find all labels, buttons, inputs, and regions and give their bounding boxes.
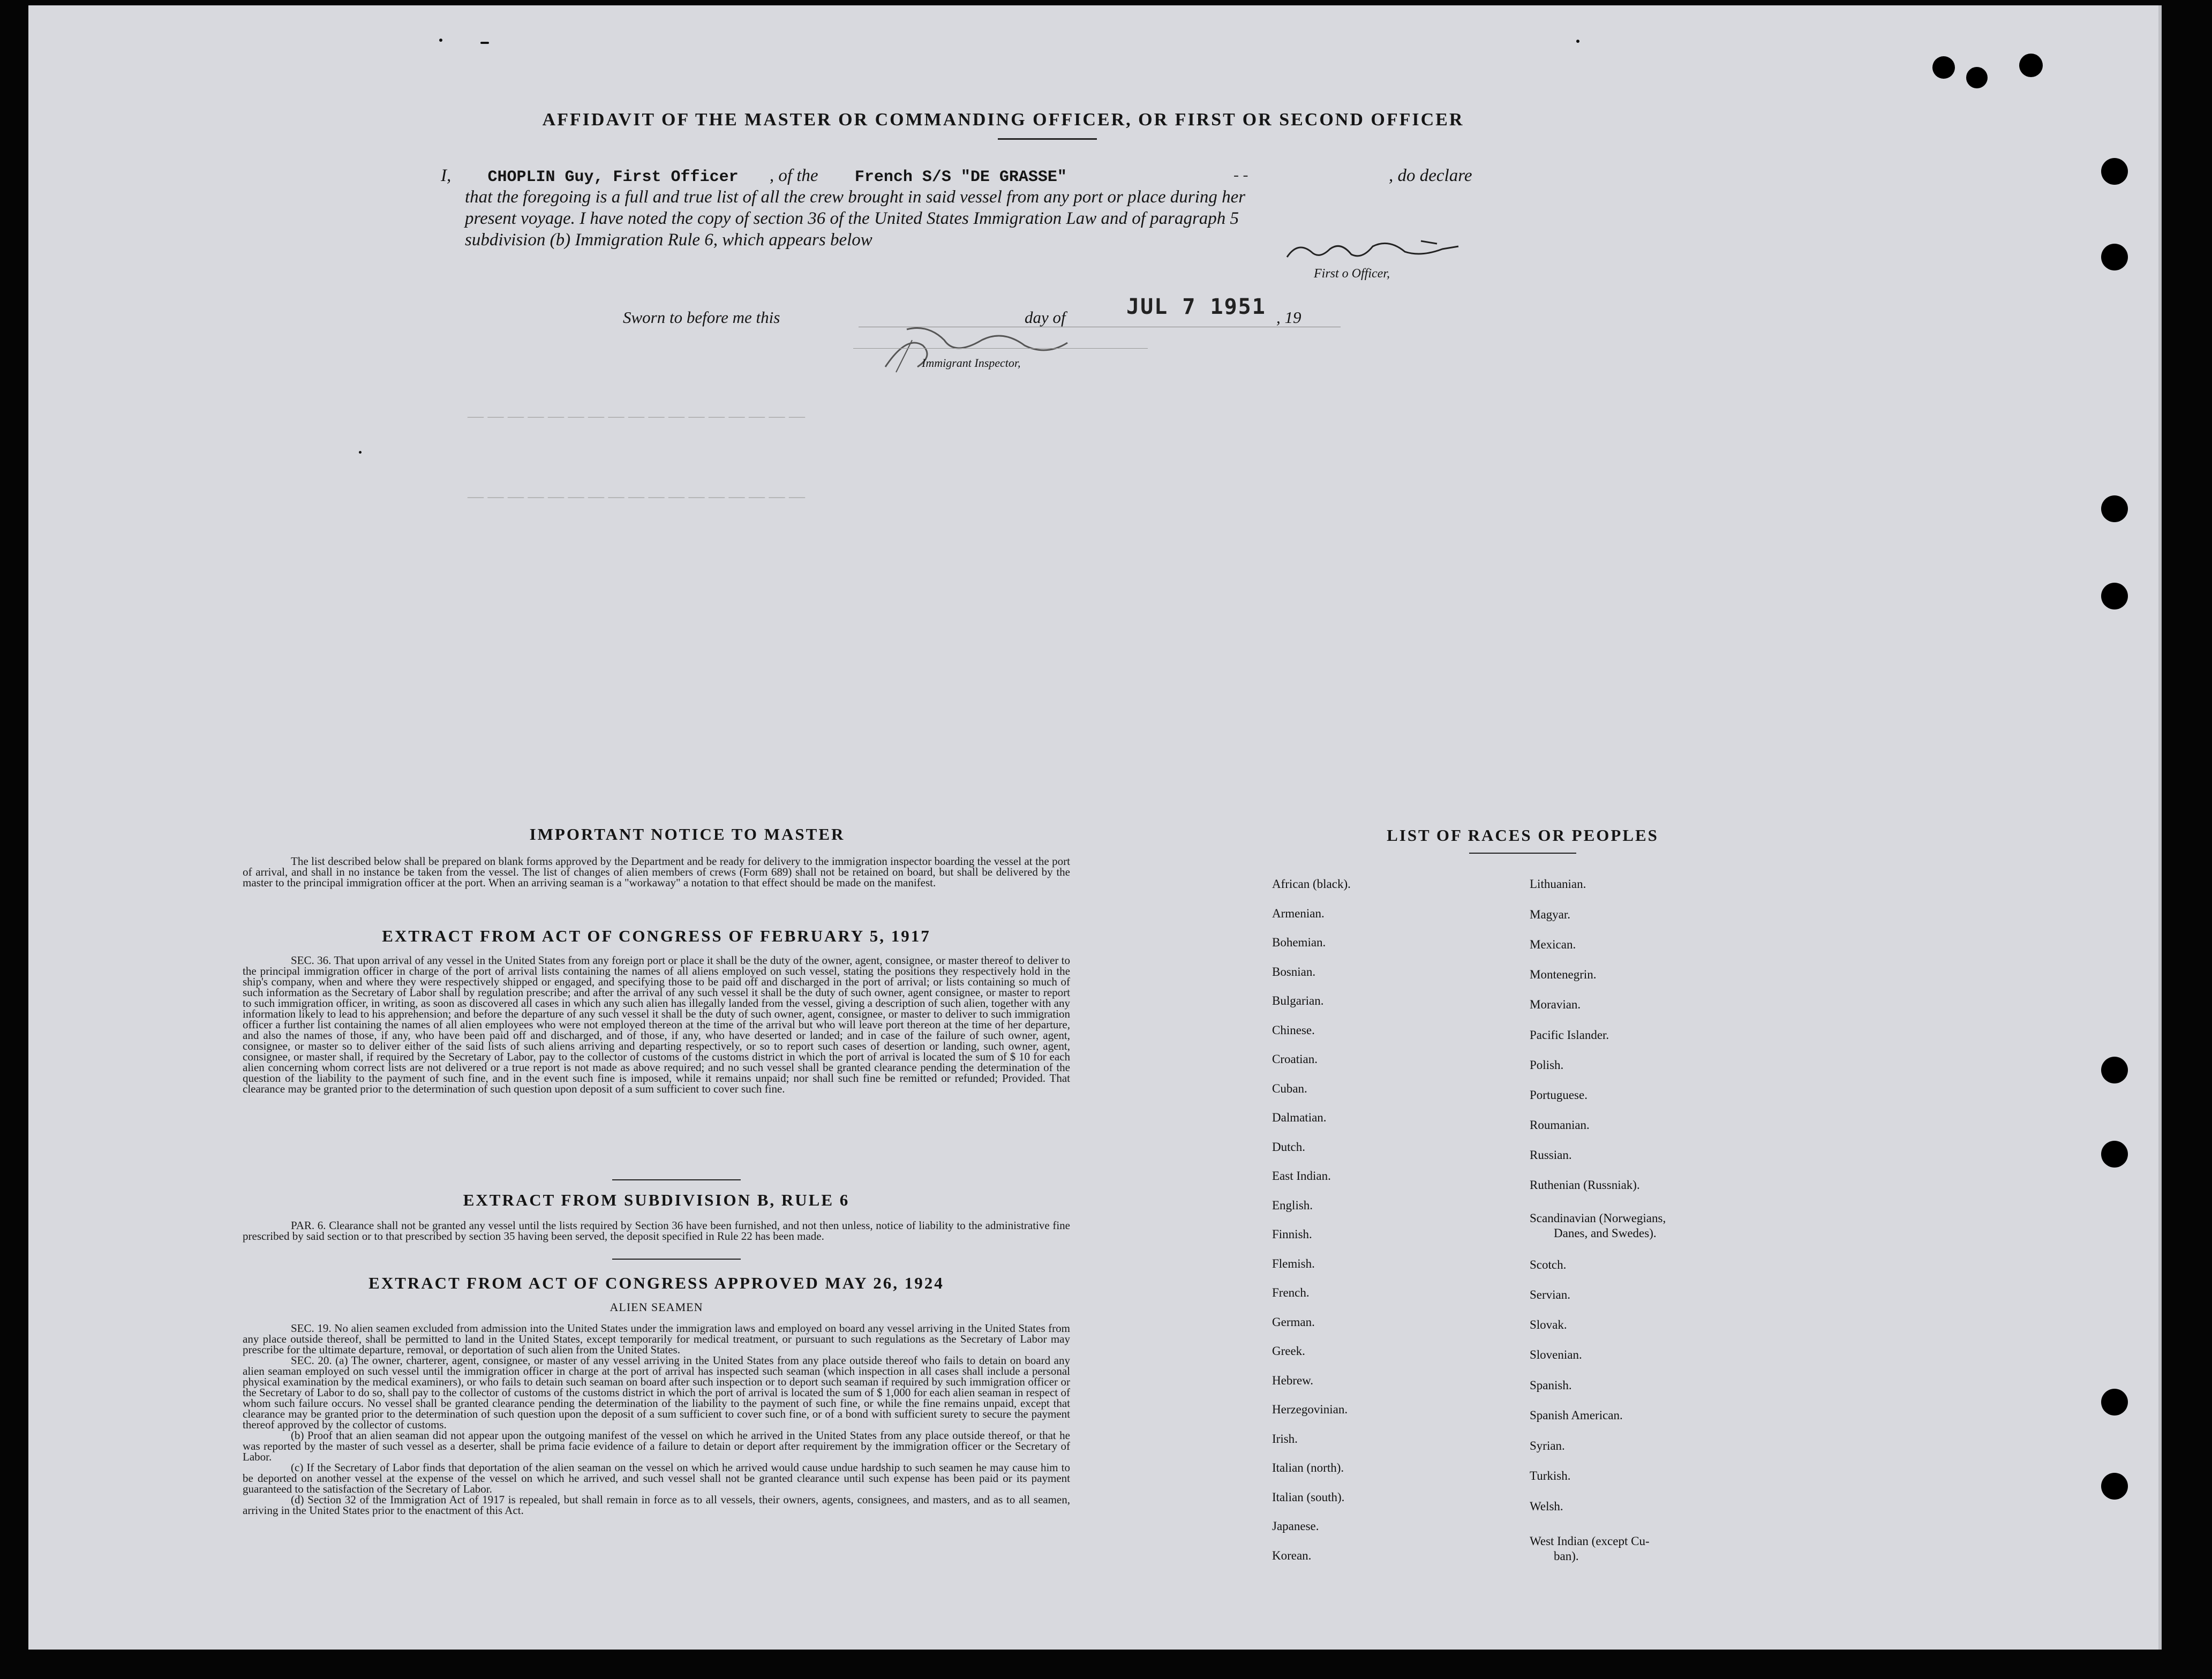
race-item: Scotch. <box>1530 1258 1567 1271</box>
races-title: LIST OF RACES OR PEOPLES <box>1387 826 1659 845</box>
extract-1924-subtitle: ALIEN SEAMEN <box>610 1300 703 1314</box>
punch-hole <box>2101 158 2128 185</box>
race-item: Croatian. <box>1272 1052 1318 1066</box>
speck <box>359 451 362 454</box>
race-item: Flemish. <box>1272 1256 1315 1270</box>
affidavit-line-1 <box>441 166 1067 186</box>
race-item: ban). <box>1554 1549 1579 1563</box>
extract-1917-text: SEC. 36. That upon arrival of any vessel in the United States from any foreign port or place it shall be the duty of the owner, agent, consignee, or master thereof to deliver to the principal immigration officer in charge of the port of arrival lists containing the names of all aliens employed on such vessel, stating the positions they respectively hold in the ship's company, when and where they were respectively shipped or engaged, and specifying those to be paid off and discharged in the port of arrival; or lists containing so much of such information as the Secretary of Labor shall by regulation prescribe; and after the arrival of any such vessel it shall be the duty of such owner, agent consignee, or master to report to such immigration officer, in writing, as soon as discovered all cases in which any such alien has illegally landed from the vessel, giving a description of such alien, together with any information likely to lead to his apprehension; and before the departure of any such vessel it shall be the duty of such owner, agent, consignee, or master to deliver to such immigration officer a further list containing the names of all alien employees who were not employed thereon at the time of the arrival but who will leave port thereon at the time of her departure, and also the names of those, if any, who have been paid off and discharged, and of those, if any, who have deserted or landed; and in case of the failure of such owner, agent, consignee, or master so to deliver either of the said lists of such aliens arriving and departing respectively, or so to report such cases of desertion or landing, such owner, agent, consignee, or master shall, if required by the Secretary of Labor, pay to the collector of customs of the customs district in which the port of arrival is located the sum of $ 10 for each alien concerning whom correct lists are not delivered or a true report is not made as above required; and no such vessel shall be granted clearance pending the determination of the question of the liability to the payment of such fine, and in the event such fine is imposed, while it remains unpaid; nor shall such fine be remitted or refunded; Provided. That clearance may be granted prior to the determination of such question upon deposit of a sum sufficient to cover such fine. <box>243 954 1070 1095</box>
race-item: Cuban. <box>1272 1081 1307 1095</box>
affidavit-line-4: subdivision (b) Immigration Rule 6, which appears below <box>465 230 872 250</box>
race-item: Slovenian. <box>1530 1348 1582 1361</box>
affidavit-title: AFFIDAVIT OF THE MASTER OR COMMANDING OFFICER, OR FIRST OR SECOND OFFICER <box>542 110 1464 130</box>
paragraph: (b) Proof that an alien seaman did not appear upon the outgoing manifest of the vessel on which he arrived in the United States from any place outside thereof, or that he was reported by the master of such vessel as a deserter, shall be prima facie evidence of a failure to detain or deport after requirement by the immigration officer or the Secretary of Labor. <box>243 1429 1070 1463</box>
race-item: East Indian. <box>1272 1169 1331 1183</box>
extract-1924-text <box>243 1323 1070 1516</box>
race-item: Spanish American. <box>1530 1409 1623 1422</box>
race-item: Lithuanian. <box>1530 877 1586 891</box>
race-item: Korean. <box>1272 1548 1312 1562</box>
race-item: Bohemian. <box>1272 936 1326 949</box>
sworn-label: Sworn to before me this <box>623 308 780 327</box>
extract-rule6-title: EXTRACT FROM SUBDIVISION B, RULE 6 <box>463 1191 850 1209</box>
affidavit-line-3: present voyage. I have noted the copy of section 36 of the United States Immigration Law and of paragraph 5 <box>465 209 1239 228</box>
race-item: Hebrew. <box>1272 1373 1314 1387</box>
paragraph: (c) If the Secretary of Labor finds that deportation of the alien seaman on the vessel on which he arrived would cause undue hardship to such seamen he may cause him to be deported on another vessel at the expense of the vessel on which he arrived, and such vessel shall not be granted clearance until such expense has been paid or its payment guaranteed to the satisfaction of the Secretary of Labor. <box>243 1461 1070 1495</box>
race-item: Roumanian. <box>1530 1118 1590 1132</box>
race-item: Chinese. <box>1272 1023 1315 1037</box>
section-divider <box>612 1259 741 1260</box>
race-item: Polish. <box>1530 1058 1564 1072</box>
race-item: Welsh. <box>1530 1500 1563 1513</box>
of-the-label: , of the <box>769 166 818 185</box>
officer-name: CHOPLIN Guy, First Officer <box>487 168 739 186</box>
signature-caption: First o Officer, <box>1314 267 1390 281</box>
race-item: Syrian. <box>1530 1439 1565 1452</box>
speck <box>439 39 442 42</box>
race-item: Servian. <box>1530 1288 1571 1301</box>
race-item: Japanese. <box>1272 1519 1319 1533</box>
race-item: Bulgarian. <box>1272 994 1324 1007</box>
extract-1924-title: EXTRACT FROM ACT OF CONGRESS APPROVED MAY 26, 1924 <box>368 1274 944 1292</box>
race-item: Dutch. <box>1272 1140 1305 1154</box>
punch-hole <box>2101 495 2128 522</box>
race-item: Spanish. <box>1530 1379 1572 1392</box>
blank-fill: - - <box>1233 166 1248 184</box>
extract-1917-title: EXTRACT FROM ACT OF CONGRESS OF FEBRUARY 5, 1917 <box>382 927 931 945</box>
race-item: French. <box>1272 1286 1310 1299</box>
punch-hole <box>1932 56 1955 79</box>
notice-text: The list described below shall be prepared on blank forms approved by the Department and be ready for delivery to the immigration inspector boarding the vessel at the port of arrival, and shall in no instance be taken from the vessel. The list of changes of alien members of crews (Form 689) shall not be retained on board, but shall be delivered by the master to the principal immigration officer at the port. When an arriving seaman is a "workaway" a notation to that effect should be made on the manifest. <box>243 855 1070 889</box>
punch-hole <box>1966 67 1988 88</box>
race-item: Portuguese. <box>1530 1088 1587 1102</box>
race-item: Greek. <box>1272 1344 1305 1358</box>
race-item: West Indian (except Cu- <box>1530 1534 1650 1548</box>
faint-dashes: — — — — — — — — — — — — — — — — — <box>468 487 805 505</box>
speck <box>480 42 489 44</box>
extract-rule6-text: PAR. 6. Clearance shall not be granted any vessel until the lists required by Section 36 have been furnished, and not then unless, notice of liability to the administrative fine prescribed by said section or to that prescribed by section 35 having been served, the deposit specified in Rule 22 has been made. <box>243 1219 1070 1243</box>
race-item: Magyar. <box>1530 908 1571 921</box>
race-item: Pacific Islander. <box>1530 1028 1609 1042</box>
race-item: English. <box>1272 1198 1313 1212</box>
punch-hole <box>2019 54 2043 77</box>
race-item: Dalmatian. <box>1272 1111 1327 1124</box>
date-stamp: JUL 7 1951 <box>1126 295 1266 319</box>
paragraph: (d) Section 32 of the Immigration Act of 1917 is repealed, but shall remain in force as to all vessels, their owners, agents, consignees, and masters, and as to all seamen, arriving in the United States prior to the enactment of this Act. <box>243 1493 1070 1517</box>
notice-title: IMPORTANT NOTICE TO MASTER <box>529 825 845 844</box>
race-item: German. <box>1272 1315 1315 1329</box>
race-item: Danes, and Swedes). <box>1554 1226 1657 1240</box>
race-item: Herzegovinian. <box>1272 1403 1348 1416</box>
punch-hole <box>2101 1057 2128 1083</box>
race-item: Moravian. <box>1530 998 1581 1011</box>
race-item: Finnish. <box>1272 1228 1312 1241</box>
races-title-underline <box>1469 853 1576 854</box>
race-item: Montenegrin. <box>1530 968 1597 981</box>
race-item: Armenian. <box>1272 906 1325 920</box>
punch-hole <box>2101 583 2128 609</box>
paragraph: SEC. 20. (a) The owner, charterer, agent, consignee, or master of any vessel arriving in the United States from any place outside thereof who fails to detain on board any alien seaman employed on such vessel until the immigration officer in charge at the port of arrival has inspected such seaman (which inspection in all cases shall include a personal physical examination by the medical examiners), or who fails to detain such seaman on board after such inspection or to deport such seaman if required by such immigration officer or the Secretary of Labor to do so, shall pay to the collector of customs of the customs district in which the port of arrival is located the sum of $ 1,000 for each alien seaman in respect of whom such failure occurs. No vessel shall be granted clearance pending the determination of the liability to the payment of such fine, or while the fine remains unpaid, except that clearance may be granted prior to the determination of such question upon the deposit of a sum sufficient to cover such fine, or of a bond with sufficient surety to secure the payment thereof approved by the collector of customs. <box>243 1354 1070 1431</box>
affidavit-line-2: that the foregoing is a full and true list of all the crew brought in said vessel from any port or place during her <box>465 187 1246 207</box>
punch-hole <box>2101 1141 2128 1168</box>
race-item: Italian (north). <box>1272 1461 1344 1474</box>
race-item: Mexican. <box>1530 938 1576 951</box>
race-item: Russian. <box>1530 1148 1572 1162</box>
title-underline <box>998 138 1097 140</box>
do-declare: , do declare <box>1389 166 1472 185</box>
section-divider <box>612 1179 741 1180</box>
i-label: I, <box>441 166 452 185</box>
faint-dashes: — — — — — — — — — — — — — — — — — <box>468 407 805 425</box>
paragraph: SEC. 19. No alien seamen excluded from admission into the United States under the immigration laws and employed on board any vessel arriving in the United States from any place outside thereof, shall be permitted to land in the United States, except temporarily for medical treatment, or pursuant to such regulations as the Secretary of Labor may prescribe for the ultimate departure, removal, or deportation of such alien from the United States. <box>243 1322 1070 1356</box>
race-item: Bosnian. <box>1272 965 1316 978</box>
speck <box>1576 40 1579 43</box>
race-item: Irish. <box>1272 1432 1298 1445</box>
race-item: Ruthenian (Russniak). <box>1530 1178 1640 1192</box>
vessel-name: French S/S "DE GRASSE" <box>854 168 1067 186</box>
punch-hole <box>2101 1473 2128 1500</box>
race-item: Turkish. <box>1530 1469 1571 1482</box>
inspector-underline <box>853 348 1148 349</box>
inspector-caption: Immigrant Inspector, <box>922 356 1021 370</box>
punch-hole <box>2101 1389 2128 1416</box>
document-page <box>28 5 2162 1650</box>
race-item: Scandinavian (Norwegians, <box>1530 1211 1666 1225</box>
master-signature <box>1282 236 1464 268</box>
race-item: Italian (south). <box>1272 1490 1345 1504</box>
day-of-label: day of <box>1025 308 1066 327</box>
punch-hole <box>2101 244 2128 270</box>
race-item: African (black). <box>1272 877 1351 891</box>
year-suffix: , 19 <box>1276 308 1301 327</box>
race-item: Slovak. <box>1530 1318 1567 1331</box>
